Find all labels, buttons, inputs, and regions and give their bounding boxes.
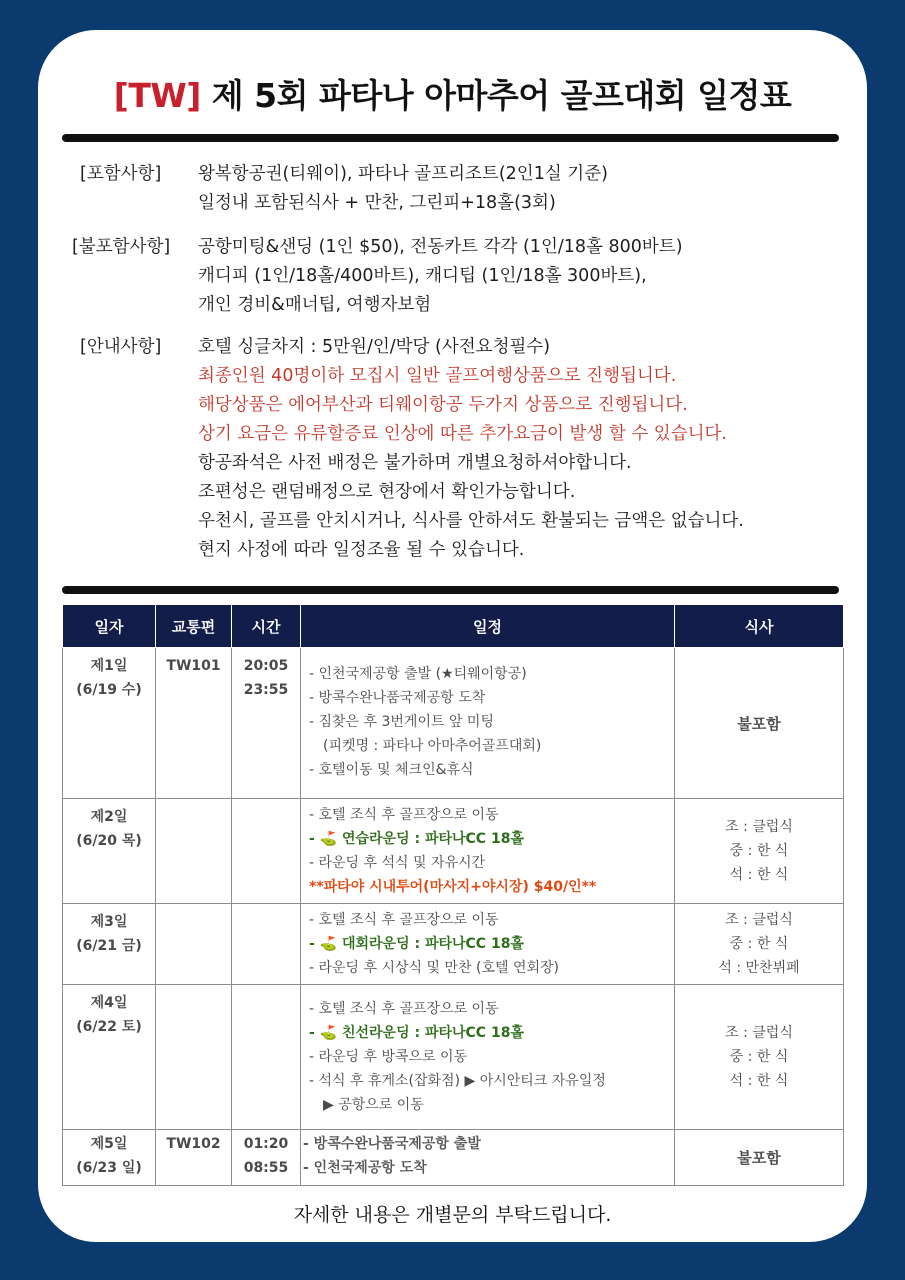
flight-cell xyxy=(156,904,232,985)
header-day: 일자 xyxy=(63,605,156,648)
meal-not-included: 불포함 xyxy=(737,714,781,733)
schedule-table xyxy=(62,604,844,1186)
schedule-item: - 호텔 조식 후 골프장으로 이동 xyxy=(309,912,499,928)
schedule-item: - 호텔 조식 후 골프장으로 이동 xyxy=(309,807,499,823)
schedule-item: - 방콕수완나품국제공항 출발 xyxy=(303,1136,481,1152)
schedule-item: - 인천국제공항 출발 (★티웨이항공) xyxy=(309,666,527,682)
day-cell xyxy=(63,1130,156,1186)
day-date: (6/21 금) xyxy=(76,938,142,954)
flight-cell xyxy=(156,985,232,1130)
day-date: (6/20 목) xyxy=(76,833,142,849)
included-line: 왕복항공권(티웨이), 파타나 골프리조트(2인1실 기준) xyxy=(198,164,608,184)
meal-lunch: 중 : 한 식 xyxy=(729,936,789,952)
notice-warning-line: 상기 요금은 유류할증료 인상에 따른 추가요금이 발생 할 수 있습니다. xyxy=(198,424,727,444)
schedule-item: - 방콕수완나품국제공항 도착 xyxy=(309,690,486,706)
day-label: 제1일 xyxy=(90,658,128,674)
schedule-cell xyxy=(301,799,675,904)
schedule-cell xyxy=(301,904,675,985)
excluded-line: 공항미팅&샌딩 (1인 $50), 전동카트 각각 (1인/18홀 800바트) xyxy=(198,237,683,257)
meal-dinner: 석 : 만찬뷔페 xyxy=(718,960,800,976)
day-label: 제2일 xyxy=(90,809,128,825)
day-cell xyxy=(63,904,156,985)
optional-tour-item: **파타야 시내투어(마사지+야시장) $40/인** xyxy=(309,879,597,895)
header-schedule: 일정 xyxy=(301,605,675,648)
meal-breakfast: 조 : 클럽식 xyxy=(725,1025,793,1041)
day-label: 제3일 xyxy=(90,914,128,930)
schedule-item: - 호텔이동 및 체크인&휴식 xyxy=(309,762,474,778)
schedule-item: - 짐찾은 후 3번게이트 앞 미팅 xyxy=(309,714,494,730)
schedule-item: ▶ 공항으로 이동 xyxy=(323,1097,424,1113)
table-row xyxy=(63,904,844,985)
table-row xyxy=(63,799,844,904)
departure-time: 01:20 xyxy=(243,1136,289,1152)
schedule-cell xyxy=(301,1130,675,1186)
excluded-line: 캐디피 (1인/18홀/400바트), 캐디팁 (1인/18홀 300바트), xyxy=(198,266,647,286)
title-text: 제 5회 파타나 아마추어 골프대회 일정표 xyxy=(200,76,792,115)
round-item: - ⛳ 연습라운딩 : 파타나CC 18홀 xyxy=(309,831,524,847)
flight-cell: TW101 xyxy=(156,648,232,799)
header-flight: 교통편 xyxy=(156,605,232,648)
notice-warning-line: 해당상품은 에어부산과 티웨이항공 두가지 상품으로 진행됩니다. xyxy=(198,395,688,415)
meal-cell xyxy=(675,904,844,985)
table-row xyxy=(63,648,844,799)
brand-tag: [TW] xyxy=(113,76,201,115)
schedule-item: - 석식 후 휴게소(잡화점) ▶ 아시안티크 자유일정 xyxy=(309,1073,606,1089)
time-cell xyxy=(232,904,301,985)
header-meal: 식사 xyxy=(675,605,844,648)
day-cell xyxy=(63,648,156,799)
meal-cell xyxy=(675,985,844,1130)
notice-line: 항공좌석은 사전 배정은 불가하며 개별요청하셔야합니다. xyxy=(198,453,632,473)
excluded-label: [불포함사항] xyxy=(72,237,171,257)
meal-cell xyxy=(675,1130,844,1186)
arrival-time: 08:55 xyxy=(243,1160,289,1176)
table-row xyxy=(63,985,844,1130)
footer-note: 자세한 내용은 개별문의 부탁드립니다. xyxy=(293,1204,612,1226)
day-date: (6/22 토) xyxy=(76,1019,142,1035)
day-date: (6/23 일) xyxy=(76,1160,142,1176)
day-cell xyxy=(63,799,156,904)
excluded-line: 개인 경비&매너팁, 여행자보험 xyxy=(198,295,432,315)
flight-cell: TW102 xyxy=(156,1130,232,1186)
meal-dinner: 석 : 한 식 xyxy=(729,867,789,883)
schedule-item: (피켓명 : 파타나 아마추어골프대회) xyxy=(323,738,542,754)
time-cell xyxy=(232,985,301,1130)
time-cell xyxy=(232,648,301,799)
departure-time: 20:05 xyxy=(243,658,289,674)
schedule-cell xyxy=(301,985,675,1130)
meal-breakfast: 조 : 클럽식 xyxy=(725,912,793,928)
arrival-time: 23:55 xyxy=(243,682,289,698)
notice-line: 호텔 싱글차지 : 5만원/인/박당 (사전요청필수) xyxy=(198,337,551,357)
flight-cell xyxy=(156,799,232,904)
day-label: 제5일 xyxy=(90,1136,128,1152)
meal-lunch: 중 : 한 식 xyxy=(729,1049,789,1065)
round-item: - ⛳ 친선라운딩 : 파타나CC 18홀 xyxy=(309,1025,524,1041)
notice-line: 우천시, 골프를 안치시거나, 식사를 안하셔도 환불되는 금액은 없습니다. xyxy=(198,511,744,531)
header-time: 시간 xyxy=(232,605,301,648)
meal-lunch: 중 : 한 식 xyxy=(729,843,789,859)
middle-divider xyxy=(62,586,839,594)
time-cell xyxy=(232,799,301,904)
schedule-cell xyxy=(301,648,675,799)
round-item: - ⛳ 대회라운딩 : 파타나CC 18홀 xyxy=(309,936,524,952)
notice-line: 현지 사정에 따라 일정조율 될 수 있습니다. xyxy=(198,540,525,560)
day-cell xyxy=(63,985,156,1130)
meal-not-included: 불포함 xyxy=(737,1149,781,1167)
schedule-item: - 라운딩 후 시상식 및 만찬 (호텔 연회장) xyxy=(309,960,559,976)
included-line: 일정내 포함된식사 + 만찬, 그린피+18홀(3회) xyxy=(198,193,556,213)
schedule-item: - 라운딩 후 석식 및 자유시간 xyxy=(309,855,486,871)
day-label: 제4일 xyxy=(90,995,128,1011)
schedule-item: - 호텔 조식 후 골프장으로 이동 xyxy=(309,1001,499,1017)
notice-label: [안내사항] xyxy=(80,337,162,357)
page-title xyxy=(38,70,867,117)
notice-line: 조편성은 랜덤배정으로 현장에서 확인가능합니다. xyxy=(198,482,576,502)
day-date: (6/19 수) xyxy=(76,682,142,698)
meal-cell xyxy=(675,799,844,904)
table-row xyxy=(63,1130,844,1186)
schedule-item: - 인천국제공항 도착 xyxy=(303,1160,427,1176)
notice-warning-line: 최종인원 40명이하 모집시 일반 골프여행상품으로 진행됩니다. xyxy=(198,366,677,386)
time-cell xyxy=(232,1130,301,1186)
top-divider xyxy=(62,134,839,142)
table-header-row xyxy=(63,605,844,648)
meal-breakfast: 조 : 클럽식 xyxy=(725,819,793,835)
meal-dinner: 석 : 한 식 xyxy=(729,1073,789,1089)
schedule-card xyxy=(38,30,867,1242)
schedule-item: - 라운딩 후 방콕으로 이동 xyxy=(309,1049,468,1065)
meal-cell xyxy=(675,648,844,799)
included-label: [포함사항] xyxy=(80,164,162,184)
